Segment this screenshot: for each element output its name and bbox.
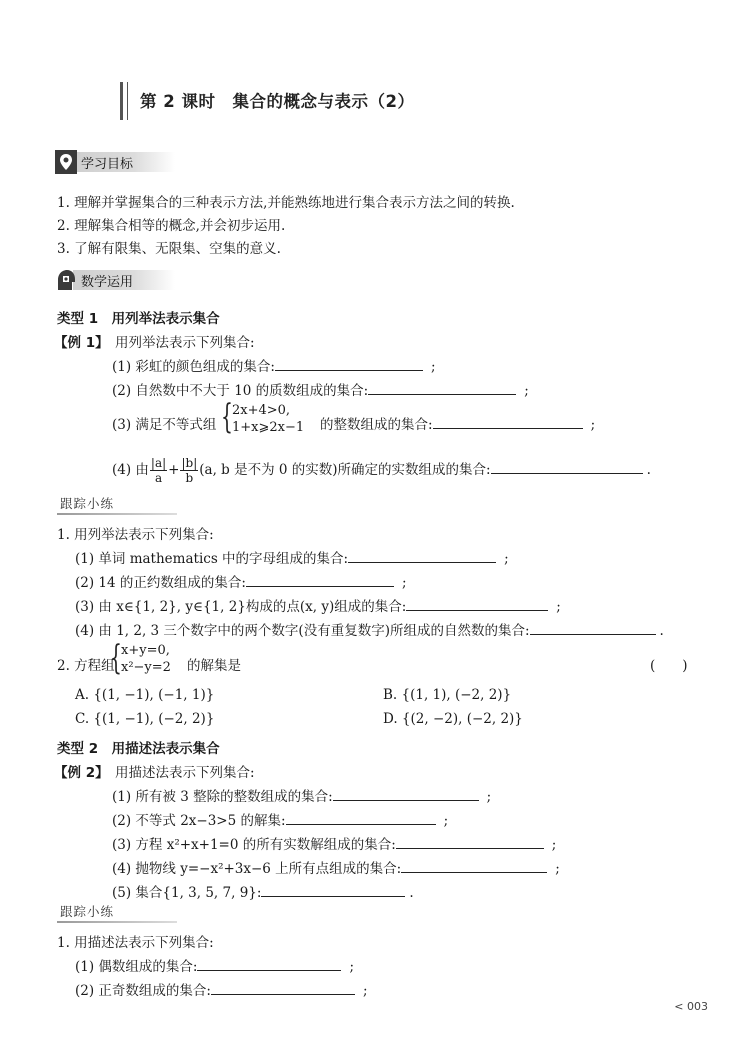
semicolon: ; xyxy=(555,861,560,877)
period: . xyxy=(646,462,651,478)
example1-q3-system xyxy=(232,402,304,436)
answer-blank[interactable] xyxy=(530,622,656,635)
fraction-b xyxy=(180,456,198,485)
track1-p1: 1. 用列举法表示下列集合: xyxy=(57,527,214,543)
semicolon: ; xyxy=(443,813,449,829)
plus-sign: + xyxy=(168,462,180,478)
semicolon: ; xyxy=(430,359,436,375)
choice-a[interactable]: A. {(1, −1), (−1, 1)} xyxy=(75,687,215,703)
answer-blank[interactable] xyxy=(197,958,341,971)
answer-blank[interactable] xyxy=(433,416,583,429)
answer-blank[interactable] xyxy=(275,358,423,371)
choice-c[interactable]: C. {(1, −1), (−2, 2)} xyxy=(75,711,215,727)
puzzle-head-icon xyxy=(55,268,77,292)
example2-tag: 【例 2】 xyxy=(54,765,109,781)
track1-p2-system xyxy=(121,642,171,676)
system-line-1: 2x+4>0, xyxy=(232,403,291,418)
section-goals-label: 学习目标 xyxy=(81,157,134,172)
choice-d[interactable]: D. {(2, −2), (−2, 2)} xyxy=(383,711,523,727)
semicolon: ; xyxy=(551,837,557,853)
example1-q3-post xyxy=(320,413,595,433)
example1-q2-text: (2) 自然数中不大于 10 的质数组成的集合: xyxy=(112,383,369,399)
section-header-goals xyxy=(55,150,175,174)
answer-blank[interactable] xyxy=(401,860,547,873)
example1-q3-pre: (3) 满足不等式组 xyxy=(112,417,217,433)
answer-blank[interactable] xyxy=(246,574,394,587)
goal-item-3: 3. 了解有限集、无限集、空集的意义. xyxy=(57,241,281,257)
track1-p1-2-text: (2) 14 的正约数组成的集合: xyxy=(75,575,246,591)
track-practice-label-2: 跟踪小练 xyxy=(60,904,115,919)
example2-q4-text: (4) 抛物线 y=−x²+3x−6 上所有点组成的集合: xyxy=(112,861,402,877)
example2-intro: 用描述法表示下列集合: xyxy=(115,765,255,781)
semicolon: ; xyxy=(504,551,509,567)
answer-blank[interactable] xyxy=(396,836,544,849)
track1-p1-4-text: (4) 由 1, 2, 3 三个数字中的两个数字(没有重复数字)所组成的自然数的集合: xyxy=(75,623,530,639)
location-pin-icon xyxy=(55,150,77,174)
example1-q4 xyxy=(112,456,651,485)
track1-p1-3 xyxy=(75,595,561,615)
example1-q4-post: (a, b 是不为 0 的实数)所确定的实数组成的集合: xyxy=(199,462,491,478)
track1-p1-1 xyxy=(75,547,509,567)
answer-blank[interactable] xyxy=(286,812,436,825)
answer-blank[interactable] xyxy=(368,382,516,395)
system-line-1: x+y=0, xyxy=(121,643,170,658)
brace-glyph: { xyxy=(110,638,122,678)
example2-q1-text: (1) 所有被 3 整除的整数组成的集合: xyxy=(112,789,333,805)
answer-paren[interactable]: ( ) xyxy=(650,658,688,674)
type2-heading: 类型 2 用描述法表示集合 xyxy=(57,741,220,757)
track1-p1-1-text: (1) 单词 mathematics 中的字母组成的集合: xyxy=(75,551,349,567)
example2-q2 xyxy=(112,809,448,829)
choice-b[interactable]: B. {(1, 1), (−2, 2)} xyxy=(383,687,512,703)
example1-q2 xyxy=(112,379,529,399)
system-line-2: 1+x⩾2x−1 xyxy=(232,420,305,435)
fraction-numerator: |b| xyxy=(181,456,198,470)
fraction-denominator: a xyxy=(154,471,163,485)
system-line-2: x²−y=2 xyxy=(121,660,171,675)
period: . xyxy=(409,885,414,901)
track1-p2-post: 的解集是 xyxy=(187,658,241,674)
example2-q3-text: (3) 方程 x²+x+1=0 的所有实数解组成的集合: xyxy=(112,837,396,853)
answer-blank[interactable] xyxy=(333,788,479,801)
track-underline xyxy=(57,921,177,923)
example1-q1 xyxy=(112,355,436,375)
page-number: < 003 xyxy=(674,1000,708,1013)
example2-q4 xyxy=(112,857,560,877)
answer-blank[interactable] xyxy=(406,598,548,611)
period: . xyxy=(659,623,664,639)
example2-q1 xyxy=(112,785,491,805)
semicolon: ; xyxy=(524,383,529,399)
example1-intro: 用列举法表示下列集合: xyxy=(115,335,255,351)
track2-p1-1-text: (1) 偶数组成的集合: xyxy=(75,959,198,975)
fraction-denominator: b xyxy=(185,471,194,485)
example1-tag: 【例 1】 xyxy=(54,335,109,351)
section-header-apply xyxy=(55,268,175,292)
example2-q2-text: (2) 不等式 2x−3>5 的解集: xyxy=(112,813,286,829)
example1-q1-text: (1) 彩虹的颜色组成的集合: xyxy=(112,359,275,375)
answer-blank[interactable] xyxy=(211,982,355,995)
answer-blank[interactable] xyxy=(261,884,405,897)
title-divider xyxy=(120,82,123,120)
semicolon: ; xyxy=(486,789,492,805)
track1-p2-pre: 2. 方程组 xyxy=(57,658,115,674)
semicolon: ; xyxy=(349,959,355,975)
track-underline xyxy=(57,513,177,515)
track2-p1-2 xyxy=(75,979,368,999)
track1-p1-2 xyxy=(75,571,407,591)
track-practice-label: 跟踪小练 xyxy=(60,496,115,511)
title-divider-thin xyxy=(127,82,128,120)
goal-item-2: 2. 理解集合相等的概念,并会初步运用. xyxy=(57,218,286,234)
semicolon: ; xyxy=(362,983,368,999)
track1-p1-3-text: (3) 由 x∈{1, 2}, y∈{1, 2}构成的点(x, y)组成的集合: xyxy=(75,599,407,615)
fraction-a xyxy=(150,456,167,485)
semicolon: ; xyxy=(401,575,407,591)
track2-p1-2-text: (2) 正奇数组成的集合: xyxy=(75,983,211,999)
example2-q5 xyxy=(112,881,414,901)
example1-q3-post-text: 的整数组成的集合: xyxy=(320,417,433,433)
example2-q3 xyxy=(112,833,556,853)
track2-p1: 1. 用描述法表示下列集合: xyxy=(57,935,214,951)
fraction-numerator: |a| xyxy=(150,456,167,470)
lesson-title: 第 2 课时 集合的概念与表示（2） xyxy=(140,92,415,111)
track1-p1-4 xyxy=(75,619,664,639)
answer-blank[interactable] xyxy=(348,550,496,563)
example2-q5-text: (5) 集合{1, 3, 5, 7, 9}: xyxy=(112,885,262,901)
section-apply-label: 数学运用 xyxy=(81,275,134,290)
type1-heading: 类型 1 用列举法表示集合 xyxy=(57,311,220,327)
example1-q4-pre: (4) 由 xyxy=(112,462,149,478)
semicolon: ; xyxy=(590,417,596,433)
track2-p1-1 xyxy=(75,955,354,975)
brace-glyph: { xyxy=(221,397,233,437)
semicolon: ; xyxy=(556,599,561,615)
goal-item-1: 1. 理解并掌握集合的三种表示方法,并能熟练地进行集合表示方法之间的转换. xyxy=(57,195,515,211)
answer-blank[interactable] xyxy=(491,461,643,474)
